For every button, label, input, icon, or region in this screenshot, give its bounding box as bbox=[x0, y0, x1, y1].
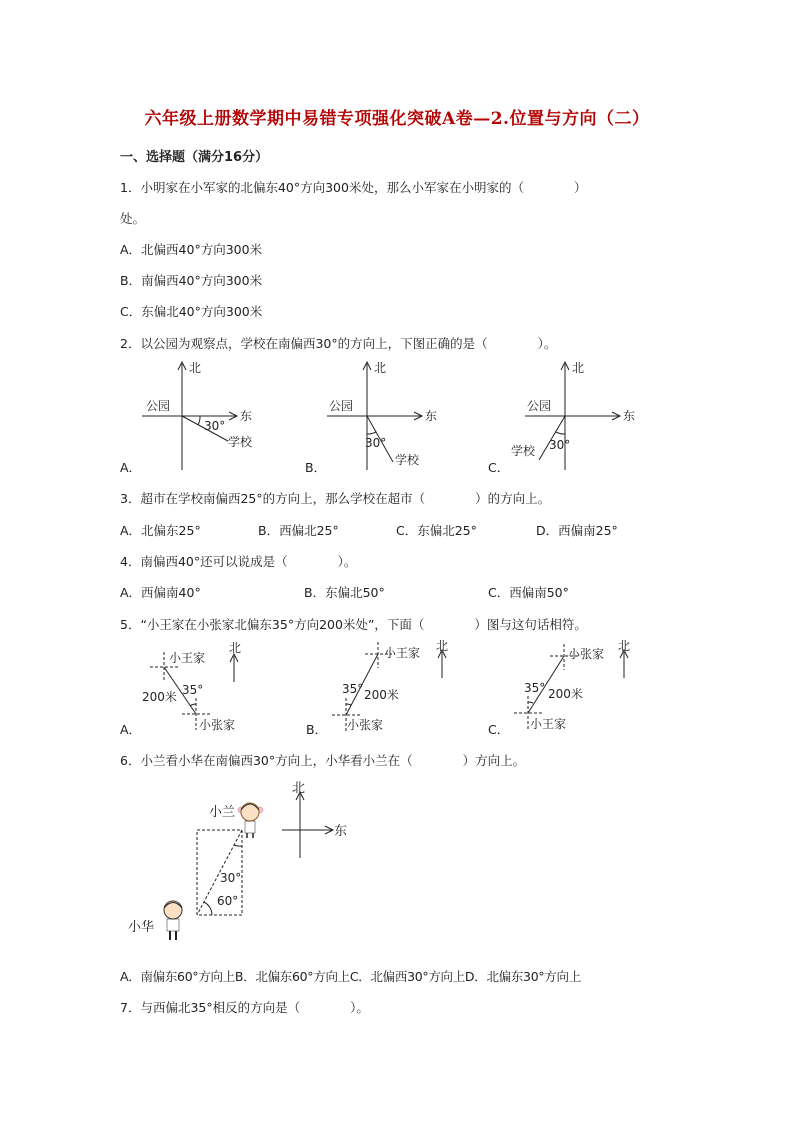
boy-icon bbox=[164, 901, 182, 940]
question-1-option-b[interactable]: B．南偏西40°方向300米 bbox=[120, 273, 263, 288]
question-4-option-b[interactable]: B．东偏北50° bbox=[304, 585, 385, 600]
angle-label: 30° bbox=[549, 438, 571, 452]
wang-label: 小王家 bbox=[384, 646, 421, 660]
question-1-option-a[interactable]: A．北偏西40°方向300米 bbox=[120, 242, 263, 257]
question-1-option-c[interactable]: C．东偏北40°方向300米 bbox=[120, 304, 263, 319]
question-6-stem: 6．小兰看小华在南偏西30°方向上，小华看小兰在（ ）方向上。 bbox=[120, 753, 526, 768]
angle-arc-30 bbox=[234, 845, 242, 846]
question-1-stem: 1．小明家在小军家的北偏东40°方向300米处，那么小军家在小明家的（ ） bbox=[120, 180, 587, 195]
question-4-option-c[interactable]: C．西偏南50° bbox=[488, 585, 569, 600]
question-4-stem: 4．南偏西40°还可以说成是（ ）。 bbox=[120, 554, 357, 569]
question-2-figure-b bbox=[325, 358, 455, 473]
north-label: 北 bbox=[374, 361, 387, 375]
east-label: 东 bbox=[425, 409, 438, 423]
distance-label: 200米 bbox=[548, 687, 583, 701]
question-3-stem: 3．超市在学校南偏西25°的方向上，那么学校在超市（ ）的方向上。 bbox=[120, 491, 551, 506]
angle-30-label: 30° bbox=[220, 871, 242, 885]
angle-label: 35° bbox=[342, 682, 364, 696]
zhang-label: 小张家 bbox=[199, 718, 236, 732]
question-5-figure-b bbox=[330, 640, 455, 735]
question-5-figure-a bbox=[138, 640, 263, 735]
east-label: 东 bbox=[240, 409, 253, 423]
north-label: 北 bbox=[436, 640, 449, 653]
question-2-option-a[interactable]: A． bbox=[120, 460, 142, 475]
question-6-options[interactable]: A．南偏东60°方向上B．北偏东60°方向上C．北偏西30°方向上D．北偏东30°方向上 bbox=[120, 969, 581, 984]
north-label: 北 bbox=[292, 781, 306, 796]
north-label: 北 bbox=[229, 641, 242, 655]
school-label: 学校 bbox=[228, 435, 253, 449]
angle-arc bbox=[528, 702, 533, 703]
question-2-option-b[interactable]: B． bbox=[305, 460, 327, 475]
section-heading: 一、选择题（满分16分） bbox=[120, 150, 269, 165]
question-2-figure-c bbox=[505, 358, 640, 473]
distance-label: 200米 bbox=[142, 690, 177, 704]
school-label: 学校 bbox=[395, 453, 420, 467]
angle-arc bbox=[198, 416, 200, 425]
school-label: 学校 bbox=[511, 444, 536, 458]
east-label: 东 bbox=[623, 409, 636, 423]
angle-label: 30° bbox=[365, 436, 387, 450]
question-3-option-b[interactable]: B．西偏北25° bbox=[258, 523, 339, 538]
zhang-label: 小张家 bbox=[568, 647, 605, 661]
angle-arc bbox=[367, 432, 376, 434]
angle-60-label: 60° bbox=[217, 894, 239, 908]
question-2-figure-a bbox=[140, 358, 270, 473]
question-5-option-c[interactable]: C． bbox=[488, 722, 510, 737]
north-label: 北 bbox=[189, 361, 202, 375]
angle-label: 35° bbox=[524, 681, 546, 695]
park-label: 公园 bbox=[146, 399, 171, 413]
angle-arc-60 bbox=[204, 902, 212, 915]
north-label: 北 bbox=[618, 640, 631, 653]
question-1-stem-cont: 处。 bbox=[120, 211, 146, 226]
question-7-stem: 7．与西偏北35°相反的方向是（ ）。 bbox=[120, 1000, 369, 1015]
question-4-option-a[interactable]: A．西偏南40° bbox=[120, 585, 201, 600]
question-3-option-c[interactable]: C．东偏北25° bbox=[396, 523, 477, 538]
question-5-option-a[interactable]: A． bbox=[120, 722, 142, 737]
question-5-figure-c bbox=[510, 640, 635, 735]
park-label: 公园 bbox=[329, 399, 354, 413]
angle-label: 35° bbox=[182, 683, 204, 697]
question-2-stem: 2．以公园为观察点，学校在南偏西30°的方向上，下图正确的是（ ）。 bbox=[120, 336, 557, 351]
question-5-option-b[interactable]: B． bbox=[306, 722, 328, 737]
xiaohua-label: 小华 bbox=[128, 920, 155, 935]
question-3-option-a[interactable]: A．北偏东25° bbox=[120, 523, 201, 538]
zhang-label: 小张家 bbox=[347, 718, 384, 732]
east-label: 东 bbox=[334, 824, 348, 839]
wang-label: 小王家 bbox=[530, 717, 567, 731]
angle-label: 30° bbox=[204, 419, 226, 433]
park-label: 公园 bbox=[527, 399, 552, 413]
distance-label: 200米 bbox=[364, 688, 399, 702]
angle-arc bbox=[556, 432, 565, 434]
angle-arc bbox=[346, 704, 351, 705]
wang-label: 小王家 bbox=[169, 651, 206, 665]
angle-arc bbox=[190, 704, 196, 706]
question-3-option-d[interactable]: D．西偏南25° bbox=[536, 523, 618, 538]
question-6-figure bbox=[120, 780, 360, 955]
xiaolan-label: 小兰 bbox=[209, 805, 236, 820]
north-label: 北 bbox=[572, 361, 585, 375]
question-2-option-c[interactable]: C． bbox=[488, 460, 510, 475]
question-5-stem: 5．“小王家在小张家北偏东35°方向200米处”，下面（ ）图与这句话相符。 bbox=[120, 617, 587, 632]
page-title: 六年级上册数学期中易错专项强化突破A卷—2.位置与方向（二） bbox=[144, 109, 650, 129]
